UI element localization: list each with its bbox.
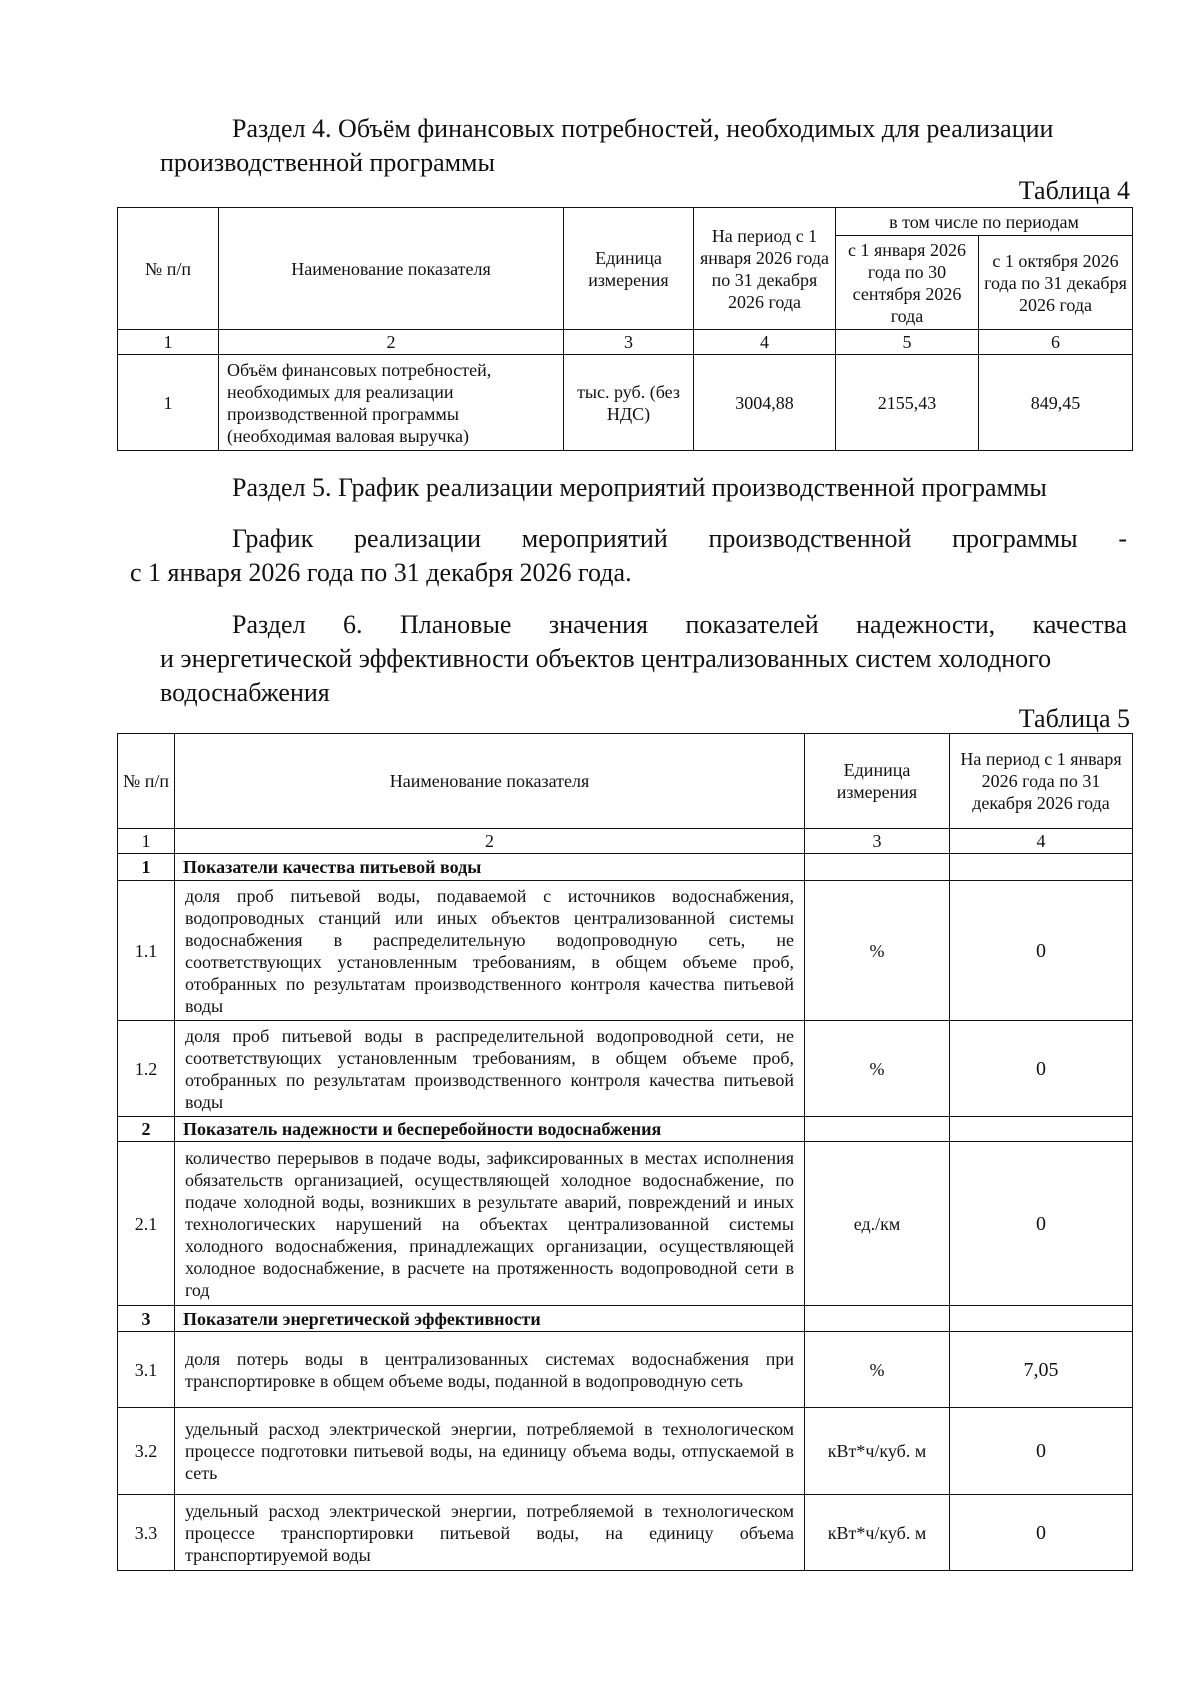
t4-header-unit: Единица измерения (564, 208, 694, 330)
t5-row-name: удельный расход электрической энергии, потребляемой в технологическом процессе подготовки питьевой воды, на единицу объема воды, отпускаемой в сеть (175, 1408, 805, 1495)
t5-group-num: 1 (118, 854, 175, 881)
table5 (117, 733, 1133, 1571)
t4-colnum: 5 (836, 330, 979, 355)
t5-group-title: Показатели энергетической эффективности (175, 1306, 805, 1332)
t5-empty-cell (950, 1117, 1133, 1142)
t5-colnum: 2 (175, 829, 805, 854)
t5-empty-cell (805, 1117, 950, 1142)
t4-colnum: 1 (118, 330, 219, 355)
t5-column-numbers-row (118, 829, 1133, 854)
t5-row-value: 0 (950, 881, 1133, 1021)
t5-header-period: На период с 1 января 2026 года по 31 декабря 2026 года (950, 734, 1133, 829)
t5-header-name: Наименование показателя (175, 734, 805, 829)
t5-row-unit: % (805, 1021, 950, 1117)
t5-row-name: удельный расход электрической энергии, потребляемой в технологическом процессе транспортировки питьевой воды, на единицу объема транспортируемой воды (175, 1495, 805, 1571)
t5-row-unit: кВт*ч/куб. м (805, 1495, 950, 1571)
t5-row-unit: % (805, 881, 950, 1021)
t5-group-num: 3 (118, 1306, 175, 1332)
t5-row-value: 0 (950, 1495, 1133, 1571)
t4-colnum: 6 (979, 330, 1133, 355)
t5-group-row (118, 854, 1133, 881)
t4-column-numbers-row (118, 330, 1133, 355)
t5-row-unit: кВт*ч/куб. м (805, 1408, 950, 1495)
t5-row (118, 1408, 1133, 1495)
t5-row-unit: % (805, 1332, 950, 1408)
t5-row-num: 3.1 (118, 1332, 175, 1408)
t5-group-row (118, 1117, 1133, 1142)
t4-colnum: 2 (219, 330, 564, 355)
section5-title: Раздел 5. График реализации мероприятий производственной программы (232, 473, 1047, 502)
t5-row (118, 1021, 1133, 1117)
t5-header-num: № п/п (118, 734, 175, 829)
t5-row-num: 1.2 (118, 1021, 175, 1117)
t5-row-unit: ед./км (805, 1142, 950, 1306)
t5-row-name: доля потерь воды в централизованных системах водоснабжения при транспортировке в общем объеме воды, поданной в водопроводную сеть (175, 1332, 805, 1408)
t5-colnum: 3 (805, 829, 950, 854)
t5-colnum: 1 (118, 829, 175, 854)
t5-group-title: Показатель надежности и бесперебойности водоснабжения (175, 1117, 805, 1142)
t4-header-including: в том числе по периодам (836, 208, 1133, 236)
t4-row-total: 3004,88 (694, 355, 836, 451)
t5-group-row (118, 1306, 1133, 1332)
t5-row-name: количество перерывов в подаче воды, зафиксированных в местах исполнения обязательств организацией, осуществляющей холодное водоснабжение, по подаче холодной воды, возникших в результате аварий, повреждений и иных технологических нарушений на объектах централизованной системы холодного водоснабжения, принадлежащих организации, осуществляющей холодное водоснабжение, в расчете на протяженность водопроводной сети в год (175, 1142, 805, 1306)
t5-row-num: 3.2 (118, 1408, 175, 1495)
section6-title-line2: и энергетической эффективности объектов централизованных систем холодного (160, 644, 1052, 673)
section6-title-line3: водоснабжения (160, 678, 330, 707)
table5-caption: Таблица 5 (1018, 704, 1130, 733)
t4-colnum: 3 (564, 330, 694, 355)
t5-row-num: 2.1 (118, 1142, 175, 1306)
t4-row-p1: 2155,43 (836, 355, 979, 451)
t4-header-name: Наименование показателя (219, 208, 564, 330)
t5-row-num: 3.3 (118, 1495, 175, 1571)
t4-header-sub1: с 1 января 2026 года по 30 сентября 2026 года (836, 236, 979, 330)
section4-title-line2: производственной программы (160, 148, 495, 177)
t4-row-name: Объём финансовых потребностей, необходимых для реализации производственной программы (необходимая валовая выручка) (219, 355, 564, 451)
t4-colnum: 4 (694, 330, 836, 355)
t5-group-num: 2 (118, 1117, 175, 1142)
table4-caption: Таблица 4 (1018, 176, 1130, 205)
t4-header-sub2: с 1 октября 2026 года по 31 декабря 2026 года (979, 236, 1133, 330)
t5-row-name: доля проб питьевой воды в распределительной водопроводной сети, не соответствующих установленным требованиям, в общем объеме проб, отобранных по результатам производственного контроля качества питьевой воды (175, 1021, 805, 1117)
t5-row-name: доля проб питьевой воды, подаваемой с источников водоснабжения, водопроводных станций или иных объектов централизованной системы водоснабжения в распределительную водопроводную сеть, не соответствующих установленным требованиям, в общем объеме проб, отобранных по результатам производственного контроля качества питьевой воды (175, 881, 805, 1021)
t5-row (118, 1495, 1133, 1571)
section5-text-line2: с 1 января 2026 года по 31 декабря 2026 года. (130, 558, 632, 587)
t5-row-value: 0 (950, 1408, 1133, 1495)
t4-header-num: № п/п (118, 208, 219, 330)
section5-text-line1: График реализации мероприятий производственной программы - (232, 524, 1127, 553)
t5-group-title: Показатели качества питьевой воды (175, 854, 805, 881)
t4-row-p2: 849,45 (979, 355, 1133, 451)
t4-row-unit: тыс. руб. (без НДС) (564, 355, 694, 451)
section4-title-line1: Раздел 4. Объём финансовых потребностей, необходимых для реализации (232, 114, 1054, 143)
t5-header-unit: Единица измерения (805, 734, 950, 829)
t5-empty-cell (805, 854, 950, 881)
t5-row-value: 7,05 (950, 1332, 1133, 1408)
t5-row (118, 1332, 1133, 1408)
t4-row-num: 1 (118, 355, 219, 451)
t4-header-period: На период с 1 января 2026 года по 31 декабря 2026 года (694, 208, 836, 330)
t5-colnum: 4 (950, 829, 1133, 854)
t5-empty-cell (805, 1306, 950, 1332)
t5-row (118, 1142, 1133, 1306)
t5-empty-cell (950, 1306, 1133, 1332)
table4 (117, 207, 1133, 451)
t4-data-row (118, 355, 1133, 451)
t5-empty-cell (950, 854, 1133, 881)
t5-row-value: 0 (950, 1021, 1133, 1117)
section6-title-line1: Раздел 6. Плановые значения показателей надежности, качества (232, 610, 1127, 639)
t5-row-num: 1.1 (118, 881, 175, 1021)
t5-row-value: 0 (950, 1142, 1133, 1306)
t5-row (118, 881, 1133, 1021)
